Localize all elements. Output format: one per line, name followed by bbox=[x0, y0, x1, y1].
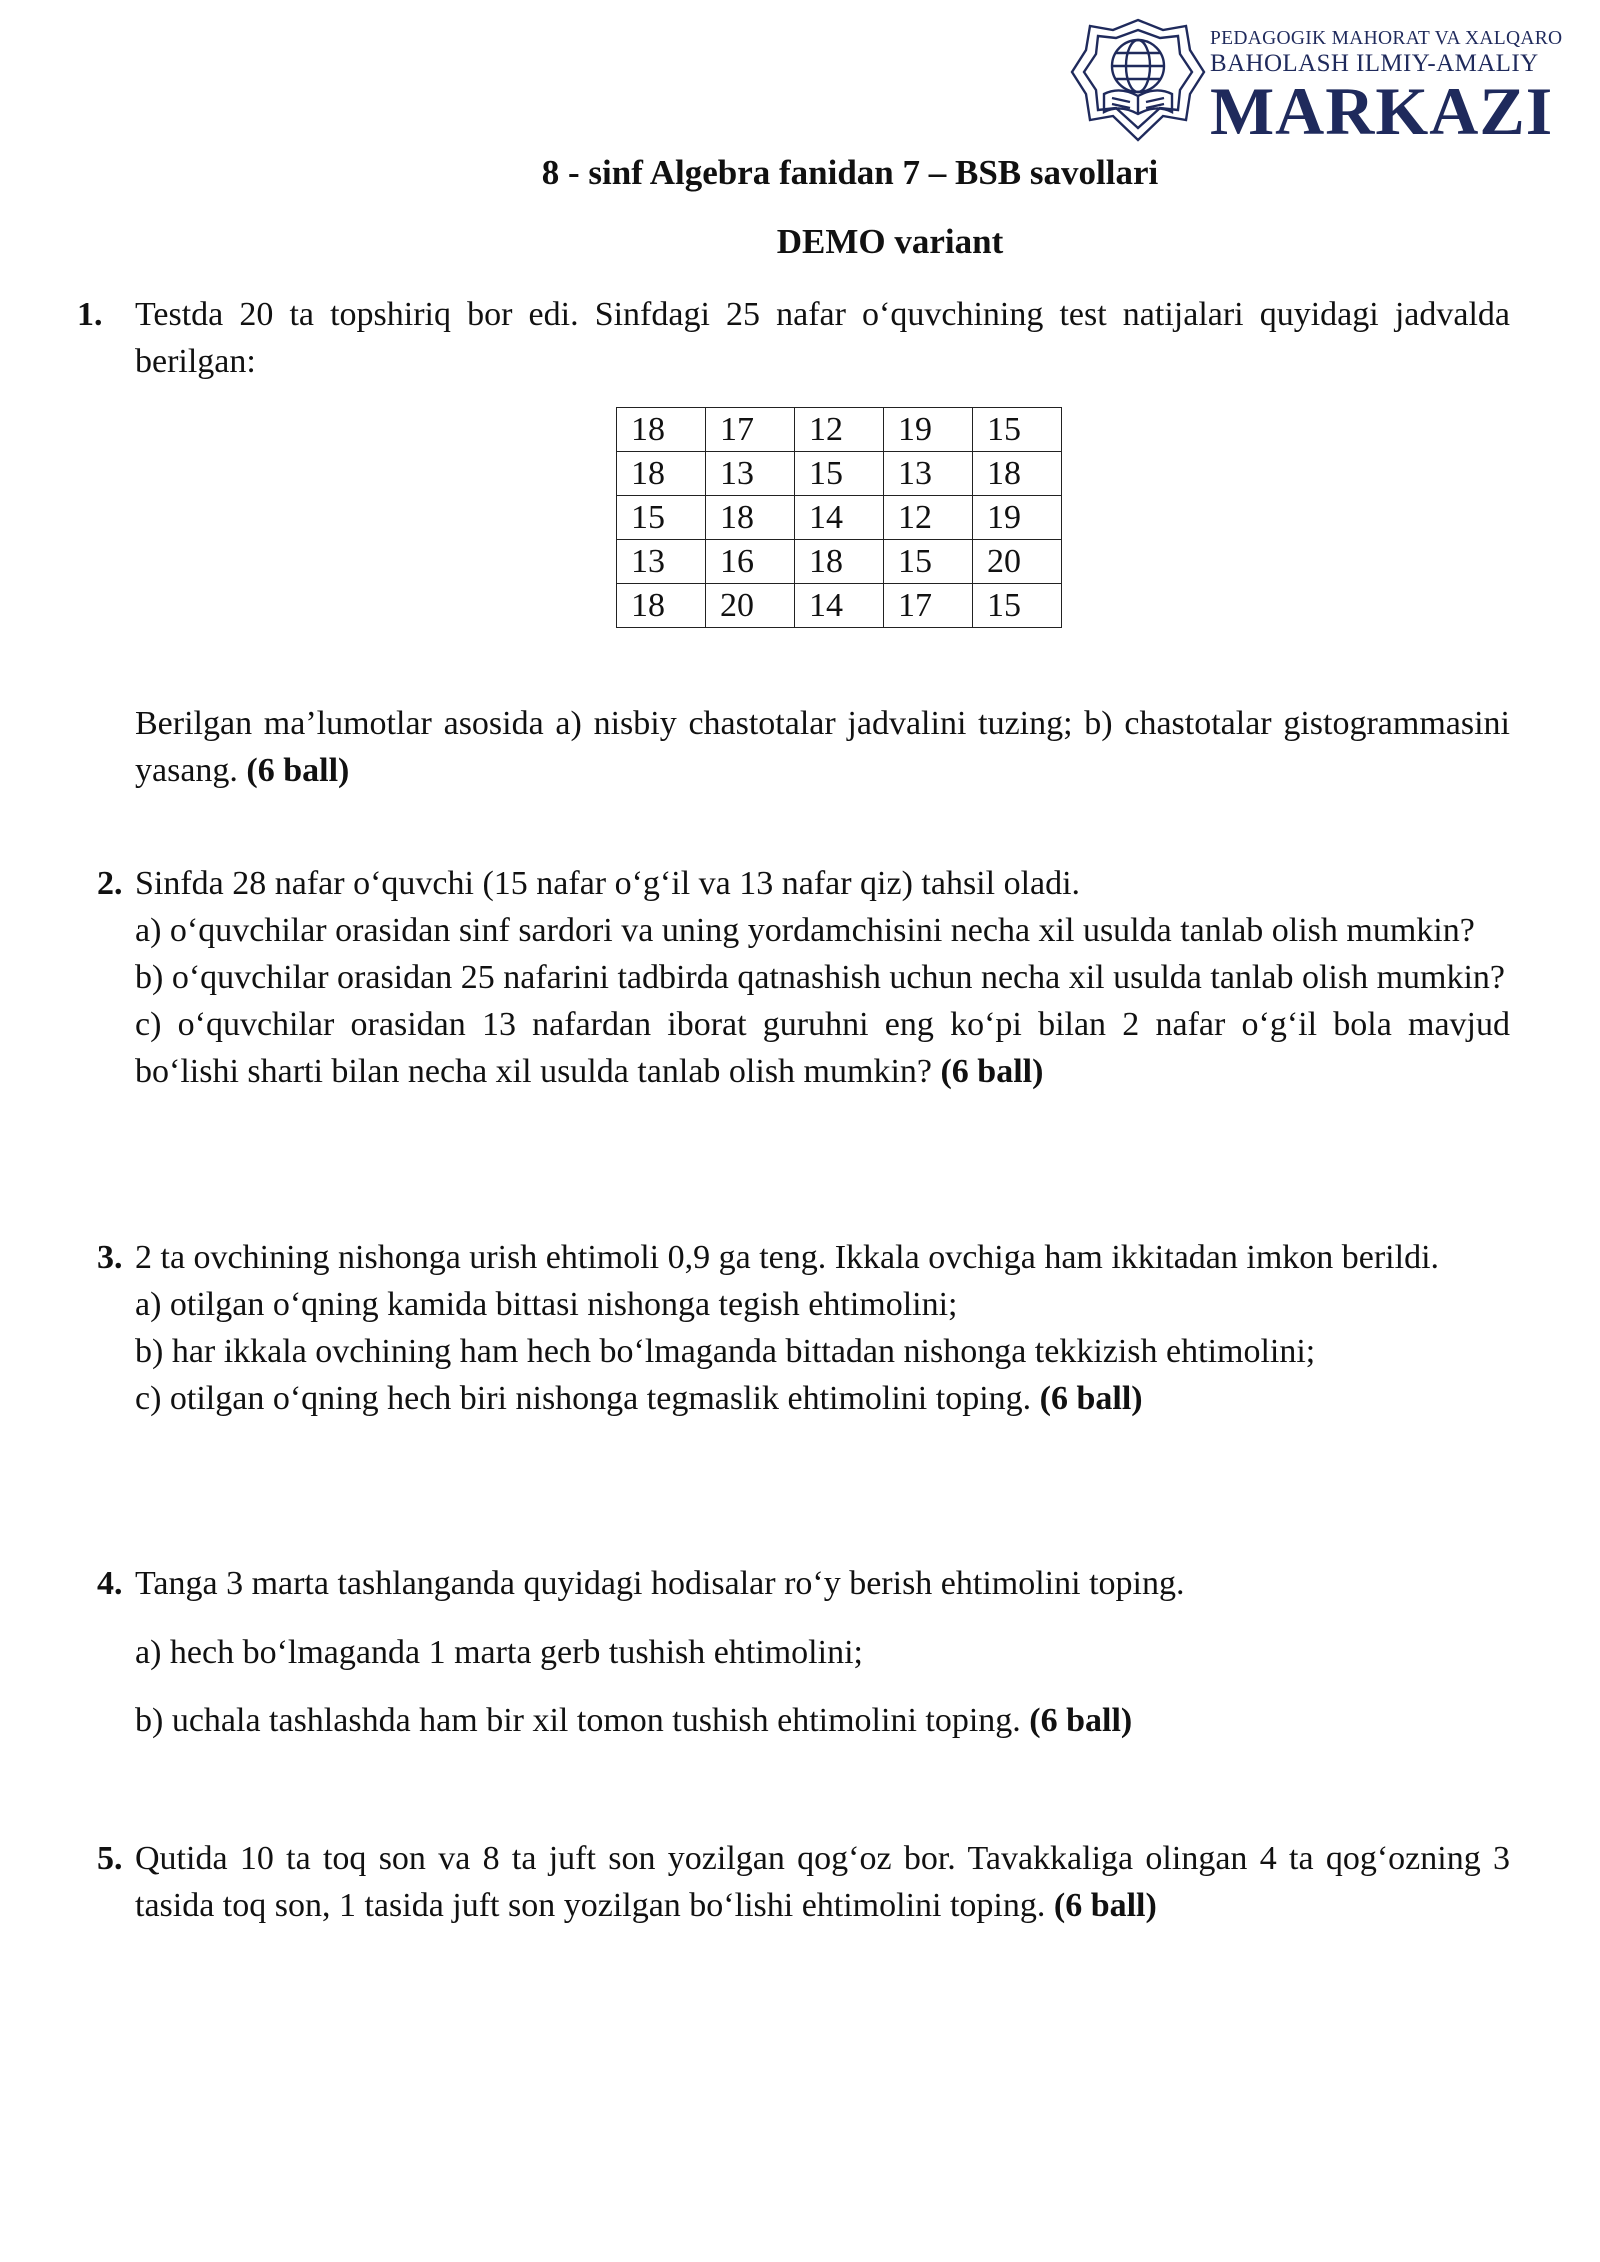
table-cell: 18 bbox=[617, 584, 706, 628]
table-row bbox=[617, 496, 1062, 540]
question-text: Sinfda 28 nafar o‘quvchi (15 nafar o‘g‘il va 13 nafar qiz) tahsil oladi. bbox=[135, 865, 1081, 902]
table-cell: 14 bbox=[795, 584, 884, 628]
page-title: 8 - sinf Algebra fanidan 7 – BSB savollari bbox=[541, 153, 1159, 192]
logo-line-2: BAHOLASH ILMIY-AMALIY bbox=[1210, 50, 1539, 77]
points-label: (6 ball) bbox=[940, 1053, 1044, 1090]
option-a: a) otilgan o‘qning kamida bittasi nishonga tegish ehtimolini; bbox=[135, 1286, 958, 1323]
question-number: 3. bbox=[97, 1239, 123, 1276]
option-b: b) har ikkala ovchining ham hech bo‘lmaganda bittadan nishonga tekkizish ehtimolini; bbox=[135, 1333, 1316, 1370]
table-row bbox=[617, 584, 1062, 628]
question-text: Tanga 3 marta tashlanganda quyidagi hodisalar ro‘y berish ehtimolini toping. bbox=[135, 1565, 1185, 1602]
question-4-option-b bbox=[135, 1697, 1510, 1744]
table-cell: 18 bbox=[973, 452, 1062, 496]
question-number: 1. bbox=[77, 296, 103, 333]
table-cell: 18 bbox=[617, 452, 706, 496]
table-cell: 17 bbox=[706, 408, 795, 452]
table-cell: 13 bbox=[884, 452, 973, 496]
table-cell: 12 bbox=[884, 496, 973, 540]
task-text: Berilgan ma’lumotlar asosida a) nisbiy chastotalar jadvalini tuzing; b) chastotalar gistogrammasini yasang. bbox=[135, 705, 1510, 789]
option-b: b) o‘quvchilar orasidan 25 nafarini tadbirda qatnashish uchun necha xil usulda tanlab olish mumkin? bbox=[135, 959, 1506, 996]
question-2 bbox=[97, 860, 1510, 1095]
question-4-option-a bbox=[135, 1629, 1510, 1676]
table-cell: 18 bbox=[795, 540, 884, 584]
table-cell: 20 bbox=[706, 584, 795, 628]
table-row bbox=[617, 408, 1062, 452]
question-4 bbox=[97, 1560, 1510, 1607]
question-number: 4. bbox=[97, 1565, 123, 1602]
table-cell: 17 bbox=[884, 584, 973, 628]
table-cell: 20 bbox=[973, 540, 1062, 584]
question-number: 5. bbox=[97, 1840, 123, 1877]
table-cell: 14 bbox=[795, 496, 884, 540]
option-c bbox=[135, 1001, 1510, 1095]
table-cell: 12 bbox=[795, 408, 884, 452]
table-cell: 18 bbox=[617, 408, 706, 452]
table-row bbox=[617, 452, 1062, 496]
table-cell: 13 bbox=[617, 540, 706, 584]
question-5 bbox=[97, 1835, 1510, 1929]
question-number: 2. bbox=[97, 865, 123, 902]
table-cell: 15 bbox=[973, 408, 1062, 452]
page-subtitle: DEMO variant bbox=[776, 222, 1004, 261]
table-cell: 16 bbox=[706, 540, 795, 584]
option-a: a) o‘quvchilar orasidan sinf sardori va uning yordamchisini necha xil usulda tanlab olish mumkin? bbox=[135, 912, 1475, 949]
question-text: Qutida 10 ta toq son va 8 ta juft son yozilgan qog‘oz bor. Tavakkaliga olingan 4 ta qog‘ozning 3 tasida toq son, 1 tasida juft son yozilgan bo‘lishi ehtimolini toping. bbox=[135, 1840, 1510, 1924]
option-b: b) uchala tashlashda ham bir xil tomon tushish ehtimolini toping. bbox=[135, 1702, 1021, 1739]
question-1-task bbox=[135, 700, 1510, 794]
option-a: a) hech bo‘lmaganda 1 marta gerb tushish ehtimolini; bbox=[135, 1634, 863, 1671]
question-3 bbox=[97, 1234, 1510, 1422]
points-label: (6 ball) bbox=[1039, 1380, 1143, 1417]
question-1 bbox=[77, 291, 1510, 385]
logo bbox=[1068, 16, 1568, 149]
table-cell: 15 bbox=[617, 496, 706, 540]
question-text: 2 ta ovchining nishonga urish ehtimoli 0,9 ga teng. Ikkala ovchiga ham ikkitadan imkon berildi. bbox=[135, 1239, 1440, 1276]
points-label: (6 ball) bbox=[246, 752, 350, 789]
question-text: Testda 20 ta topshiriq bor edi. Sinfdagi 25 nafar o‘quvchining test natijalari quyidagi jadvalda berilgan: bbox=[135, 296, 1510, 380]
points-label: (6 ball) bbox=[1053, 1887, 1157, 1924]
table-cell: 19 bbox=[973, 496, 1062, 540]
logo-line-3: MARKAZI bbox=[1210, 73, 1554, 149]
table-cell: 15 bbox=[973, 584, 1062, 628]
results-table bbox=[616, 407, 1062, 628]
logo-line-1: PEDAGOGIK MAHORAT VA XALQARO bbox=[1210, 28, 1563, 49]
table-cell: 18 bbox=[706, 496, 795, 540]
points-label: (6 ball) bbox=[1029, 1702, 1133, 1739]
table-row bbox=[617, 540, 1062, 584]
option-c-text: c) o‘quvchilar orasidan 13 nafardan iborat guruhni eng ko‘pi bilan 2 nafar o‘g‘il bola mavjud bo‘lishi sharti bilan necha xil usulda tanlab olish mumkin? bbox=[135, 1006, 1510, 1090]
table-cell: 15 bbox=[795, 452, 884, 496]
table-cell: 15 bbox=[884, 540, 973, 584]
logo-text bbox=[1210, 28, 1563, 149]
emblem-icon bbox=[1068, 16, 1208, 146]
option-c bbox=[135, 1375, 1510, 1422]
option-c-text: c) otilgan o‘qning hech biri nishonga tegmaslik ehtimolini toping. bbox=[135, 1380, 1032, 1417]
table-cell: 19 bbox=[884, 408, 973, 452]
table-cell: 13 bbox=[706, 452, 795, 496]
